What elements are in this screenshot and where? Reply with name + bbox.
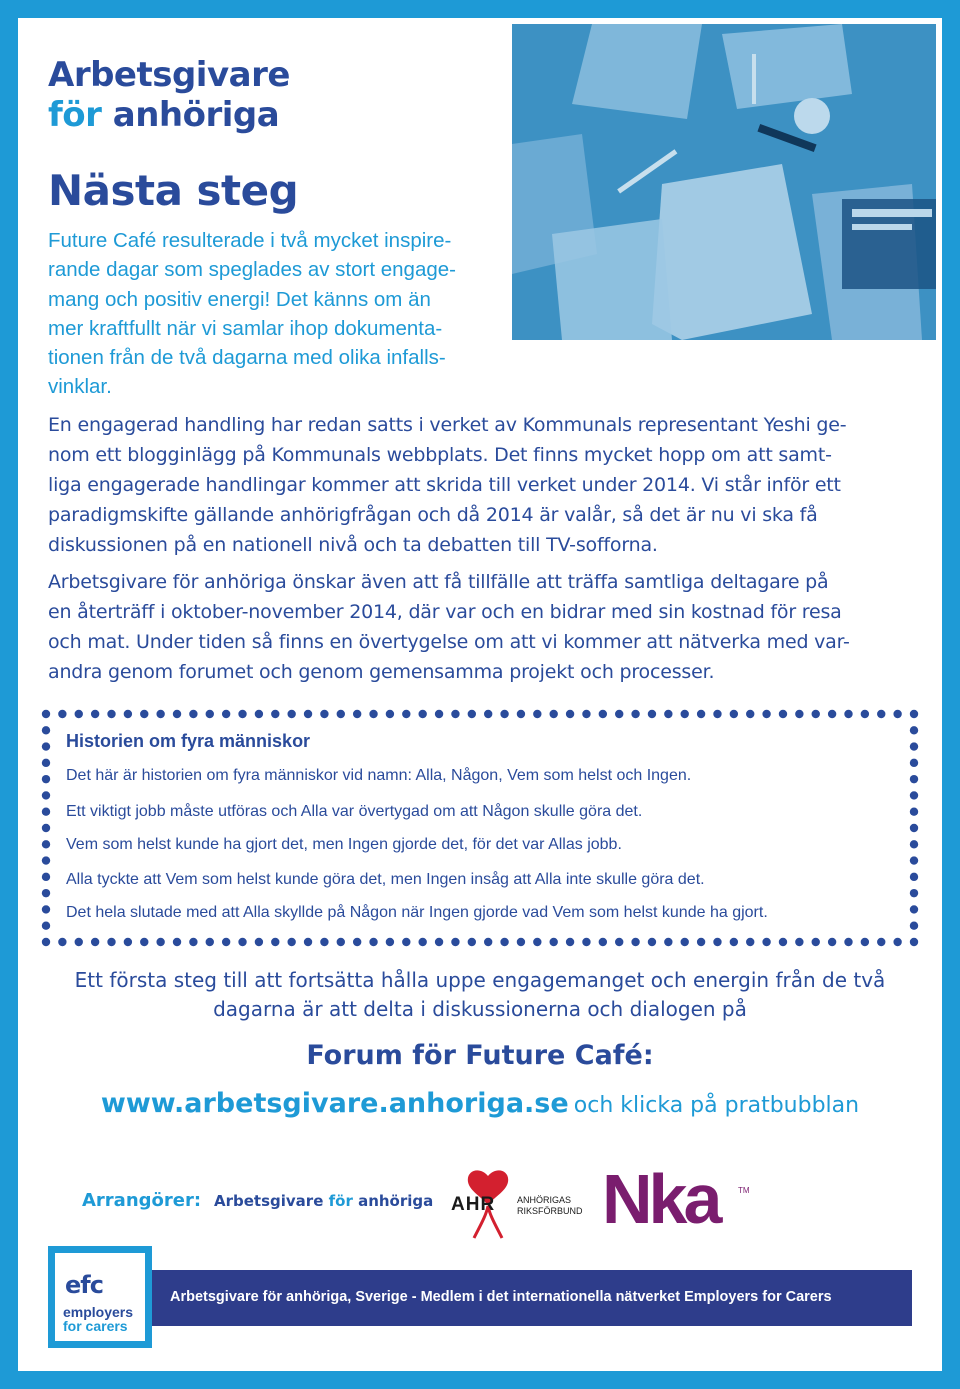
brand-line-1: Arbetsgivare (48, 55, 290, 95)
paragraph-line: Arbetsgivare för anhöriga önskar även att få tillfälle att träffa samtliga deltagare på (48, 571, 829, 593)
border-dot (582, 710, 590, 718)
border-dot (287, 710, 295, 718)
border-dot (500, 710, 508, 718)
border-dot (42, 742, 50, 750)
border-dot (91, 710, 99, 718)
forum-url-line (48, 1088, 912, 1119)
intro-line: Future Café resulterade i två mycket inspire- (48, 229, 452, 252)
border-dot (910, 759, 918, 767)
story-line: Alla tyckte att Vem som helst kunde göra det, men Ingen insåg att Alla inte skulle göra det. (66, 871, 705, 888)
cta-line: dagarna är att delta i diskussionerna och dialogen på (213, 997, 747, 1021)
paragraph-line: nom ett blogginlägg på Kommunals webbplats. Det finns mycket hopp om att samt- (48, 444, 832, 466)
border-dot (549, 710, 557, 718)
border-dot (42, 889, 50, 897)
nka-logo: Nka (602, 1160, 719, 1238)
intro-line: rande dagar som speglades av stort engage- (48, 258, 456, 282)
border-dot (779, 710, 787, 718)
border-dot (500, 938, 508, 946)
border-dot (337, 710, 345, 718)
border-dot (910, 791, 918, 799)
border-dot (42, 905, 50, 913)
intro-paragraph (48, 226, 508, 402)
border-dot (369, 938, 377, 946)
border-dot (697, 938, 705, 946)
border-dot (124, 710, 132, 718)
border-dot (877, 710, 885, 718)
border-dot (812, 710, 820, 718)
border-dot (910, 922, 918, 930)
border-dot (484, 710, 492, 718)
border-dot (222, 710, 230, 718)
border-dot (681, 710, 689, 718)
border-dot (42, 938, 50, 946)
border-dot (664, 938, 672, 946)
border-dot (304, 938, 312, 946)
border-dot (451, 938, 459, 946)
border-dot (828, 938, 836, 946)
workshop-photo (512, 24, 936, 340)
border-dot (549, 938, 557, 946)
border-dot (910, 824, 918, 832)
border-dot (222, 938, 230, 946)
border-dot (42, 856, 50, 864)
border-dot (713, 938, 721, 946)
border-dot (582, 938, 590, 946)
border-dot (566, 938, 574, 946)
border-dot (173, 710, 181, 718)
footer-text: Arbetsgivare för anhöriga, Sverige - Medlem i det internationella nätverket Employers for Carers (170, 1289, 832, 1305)
border-dot (910, 840, 918, 848)
page-title: Nästa steg (48, 166, 299, 215)
efc-logo-inner (55, 1253, 145, 1341)
border-dot (648, 938, 656, 946)
intro-line: tionen från de två dagarna med olika infalls- (48, 346, 446, 370)
border-dot (910, 873, 918, 881)
border-dot (861, 710, 869, 718)
nka-trademark: TM (738, 1186, 750, 1195)
border-dot (533, 938, 541, 946)
brand-logo (48, 55, 290, 135)
border-dot (42, 808, 50, 816)
border-dot (812, 938, 820, 946)
border-dot (910, 938, 918, 946)
border-dot (337, 938, 345, 946)
paragraph-line: andra genom forumet och genom gemensamma projekt och processer. (48, 661, 715, 683)
border-dot (435, 938, 443, 946)
border-dot (713, 710, 721, 718)
border-dot (484, 938, 492, 946)
ahr-logo-subtitle (517, 1195, 583, 1217)
intro-line: mer kraftfullt när vi samlar ihop dokumenta- (48, 316, 443, 340)
border-dot (664, 710, 672, 718)
border-dot (42, 791, 50, 799)
border-dot (140, 710, 148, 718)
border-dot (386, 938, 394, 946)
border-dot (156, 938, 164, 946)
border-dot (795, 710, 803, 718)
border-dot (779, 938, 787, 946)
story-line: Vem som helst kunde ha gjort det, men Ingen gjorde det, för det var Allas jobb. (66, 836, 622, 853)
efc-logo-line: employers (63, 1304, 134, 1320)
ahr-logo-text: AHR (451, 1194, 496, 1215)
border-dot (910, 889, 918, 897)
border-dot (107, 710, 115, 718)
border-dot (42, 710, 50, 718)
forum-link-instruction: och klicka på pratbubblan (573, 1093, 860, 1118)
border-dot (910, 742, 918, 750)
border-dot (320, 710, 328, 718)
border-dot (910, 726, 918, 734)
border-dot (468, 710, 476, 718)
border-dot (844, 938, 852, 946)
cta-line: Ett första steg till att fortsätta hålla uppe engagemanget och energin från de två (74, 968, 886, 992)
border-dot (238, 938, 246, 946)
paragraph-line: och mat. Under tiden så finns en övertygelse om att vi kommer att nätverka med var- (48, 631, 850, 653)
border-dot (206, 710, 214, 718)
efc-logo (48, 1246, 152, 1348)
border-dot (451, 710, 459, 718)
border-dot (75, 938, 83, 946)
border-dot (206, 938, 214, 946)
border-dot (910, 710, 918, 718)
border-dot (910, 775, 918, 783)
paragraph-line: paradigmskifte gällande anhörigfrågan och då 2014 är valår, så det är nu vi ska få (48, 504, 818, 526)
organizer-afa-logo (214, 1192, 433, 1210)
organizers-label: Arrangörer: (82, 1190, 202, 1211)
border-dot (75, 710, 83, 718)
border-dot (42, 922, 50, 930)
border-dot (435, 710, 443, 718)
border-dot (42, 759, 50, 767)
border-dot (746, 710, 754, 718)
border-dot (418, 710, 426, 718)
border-dot (156, 710, 164, 718)
border-dot (386, 710, 394, 718)
forum-link[interactable]: www.arbetsgivare.anhoriga.se (100, 1088, 569, 1119)
brand-light-word: för (48, 95, 102, 135)
border-dot (910, 905, 918, 913)
border-dot (762, 938, 770, 946)
brand-line-2 (48, 95, 290, 135)
border-dot (697, 710, 705, 718)
intro-line: mang och positiv energi! Det känns om än (48, 287, 431, 311)
border-dot (42, 840, 50, 848)
border-dot (615, 710, 623, 718)
border-dot (107, 938, 115, 946)
border-dot (42, 775, 50, 783)
story-line: Det här är historien om fyra människor vid namn: Alla, Någon, Vem som helst och Ingen. (66, 767, 692, 784)
efc-logo-mark: efc (65, 1271, 103, 1299)
border-dot (255, 710, 263, 718)
forum-title: Forum för Future Café: (306, 1040, 654, 1071)
border-dot (533, 710, 541, 718)
border-dot (238, 710, 246, 718)
story-line: Det hela slutade med att Alla skyllde på Någon när Ingen gjorde vad Vem som helst kunde ha gjort. (66, 904, 768, 921)
border-dot (124, 938, 132, 946)
border-dot (58, 710, 66, 718)
call-to-action (48, 966, 912, 1024)
organizer-afa-word: Arbetsgivare (214, 1192, 324, 1210)
border-dot (517, 938, 525, 946)
body-paragraph-1 (48, 410, 920, 560)
intro-line: vinklar. (48, 375, 112, 399)
border-dot (369, 710, 377, 718)
border-dot (353, 938, 361, 946)
brand-dark-word: anhöriga (112, 95, 280, 135)
organizer-afa-word: anhöriga (358, 1192, 434, 1210)
border-dot (910, 856, 918, 864)
border-dot (353, 710, 361, 718)
border-dot (255, 938, 263, 946)
border-dot (58, 938, 66, 946)
paragraph-line: liga engagerade handlingar kommer att skrida till verket under 2014. Vi står inför ett (48, 474, 841, 496)
border-dot (730, 938, 738, 946)
paragraph-line: En engagerad handling har redan satts i verket av Kommunals representant Yeshi ge- (48, 414, 847, 436)
border-dot (189, 710, 197, 718)
border-dot (468, 938, 476, 946)
border-dot (402, 710, 410, 718)
border-dot (631, 938, 639, 946)
border-dot (320, 938, 328, 946)
border-dot (681, 938, 689, 946)
ahr-sub-line: RIKSFÖRBUND (517, 1206, 583, 1216)
border-dot (173, 938, 181, 946)
border-dot (304, 710, 312, 718)
border-dot (42, 726, 50, 734)
border-dot (631, 710, 639, 718)
border-dot (402, 938, 410, 946)
ahr-sub-line: ANHÖRIGAS (517, 1195, 572, 1205)
border-dot (877, 938, 885, 946)
border-dot (91, 938, 99, 946)
border-dot (746, 938, 754, 946)
border-dot (140, 938, 148, 946)
border-dot (599, 938, 607, 946)
border-dot (418, 938, 426, 946)
paragraph-line: diskussionen på en nationell nivå och ta debatten till TV-sofforna. (48, 534, 658, 556)
workshop-photo-image (512, 24, 936, 340)
border-dot (271, 938, 279, 946)
border-dot (566, 710, 574, 718)
border-dot (648, 710, 656, 718)
border-dot (189, 938, 197, 946)
story-line: Ett viktigt jobb måste utföras och Alla var övertygad om att Någon skulle göra det. (66, 803, 643, 820)
border-dot (599, 710, 607, 718)
paragraph-line: en återträff i oktober-november 2014, där var och en bidrar med sin kostnad för resa (48, 601, 842, 623)
body-paragraph-2 (48, 567, 920, 687)
border-dot (517, 710, 525, 718)
border-dot (795, 938, 803, 946)
border-dot (271, 710, 279, 718)
efc-logo-line: for carers (63, 1318, 128, 1334)
border-dot (42, 824, 50, 832)
border-dot (615, 938, 623, 946)
border-dot (42, 873, 50, 881)
border-dot (893, 938, 901, 946)
border-dot (287, 938, 295, 946)
border-dot (861, 938, 869, 946)
border-dot (762, 710, 770, 718)
border-dot (828, 710, 836, 718)
border-dot (893, 710, 901, 718)
border-dot (910, 808, 918, 816)
border-dot (844, 710, 852, 718)
story-title: Historien om fyra människor (66, 731, 311, 751)
border-dot (730, 710, 738, 718)
organizer-afa-word: för (328, 1192, 353, 1210)
